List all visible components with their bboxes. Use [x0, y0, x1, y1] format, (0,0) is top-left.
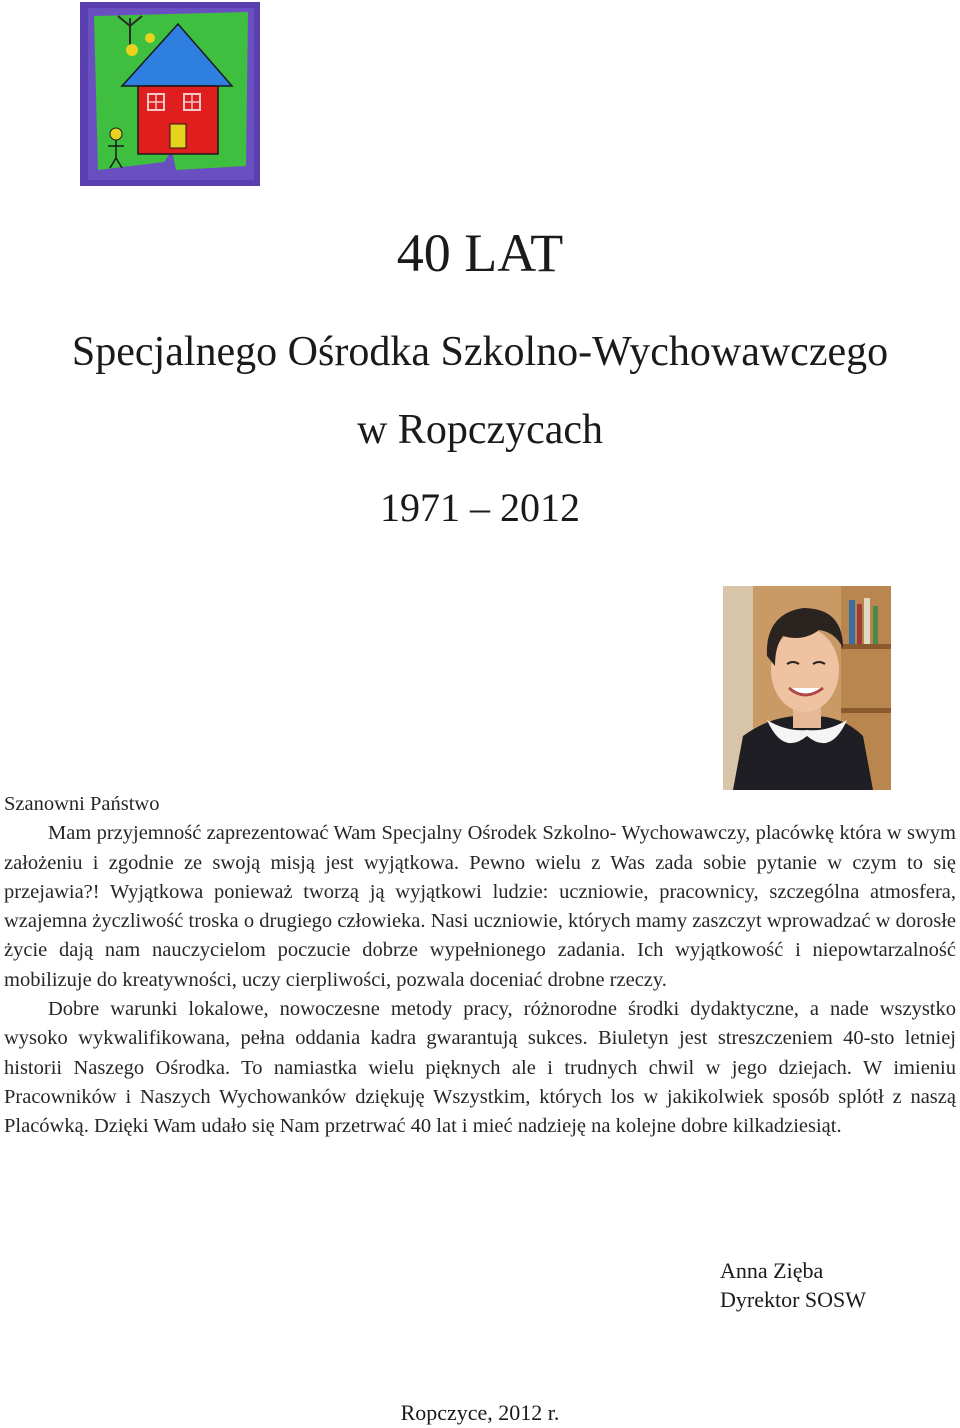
- school-logo-house-drawing: [80, 2, 260, 186]
- institution-name: Specjalnego Ośrodka Szkolno-Wychowawczego: [71, 329, 889, 375]
- letter-paragraph-2: Dobre warunki lokalowe, nowoczesne metody pracy, różnorodne środki dydaktyczne, a nade wszystko wysoko wykwalifikowana, pełna oddania kadra gwarantują sukces. Biuletyn jest streszczeniem 40-sto letniej historii Naszego Ośrodka. To namiastka wielu pięknych ale i trudnych chwil w jego dziejach. W imieniu Pracowników i Naszych Wychowanków dziękuję Wszystkim, których los w jakikolwiek sposób splótł z naszą Placówką. Dzięki Wam udało się Nam przetrwać 40 lat i mieć nadzieję na kolejne dobre kilkadziesiąt.: [4, 998, 956, 1138]
- director-photo: [723, 586, 891, 790]
- letter-body: [4, 790, 956, 1142]
- letter-paragraph-1: Mam przyjemność zaprezentować Wam Specjalny Ośrodek Szkolno- Wychowawczy, placówkę która w swym założeniu i zgodnie ze swoją misją jest wyjątkowa. Pewno wielu z Was zada sobie pytanie w czym to się przejawia?! Wyjątkowa ponieważ tworzą ją wyjątkowi ludzie: uczniowie, pracownicy, szczególna atmosfera, wzajemna życzliwość troska o drugiego człowieka. Nasi uczniowie, których mamy zaszczyt wprowadzać w dorosłe życie dają nam nauczycielom poczucie dobrze wypełnionego zadania. Ich wyjątkowość i niepowtarzalność mobilizuje do kreatywności, uczy cierpliwości, pozwala doceniać drobne rzeczy.: [4, 822, 956, 991]
- anniversary-title: 40 LAT: [396, 223, 564, 283]
- signature-block: [720, 1256, 866, 1314]
- anniversary-years: 1971 – 2012: [380, 485, 580, 530]
- place-and-date: Ropczyce, 2012 r.: [400, 1400, 560, 1425]
- institution-city: w Ropczycach: [356, 407, 604, 453]
- signature-role: Dyrektor SOSW: [720, 1287, 867, 1312]
- letter-greeting: Szanowni Państwo: [4, 793, 160, 815]
- signature-name: Anna Zięba: [720, 1258, 824, 1283]
